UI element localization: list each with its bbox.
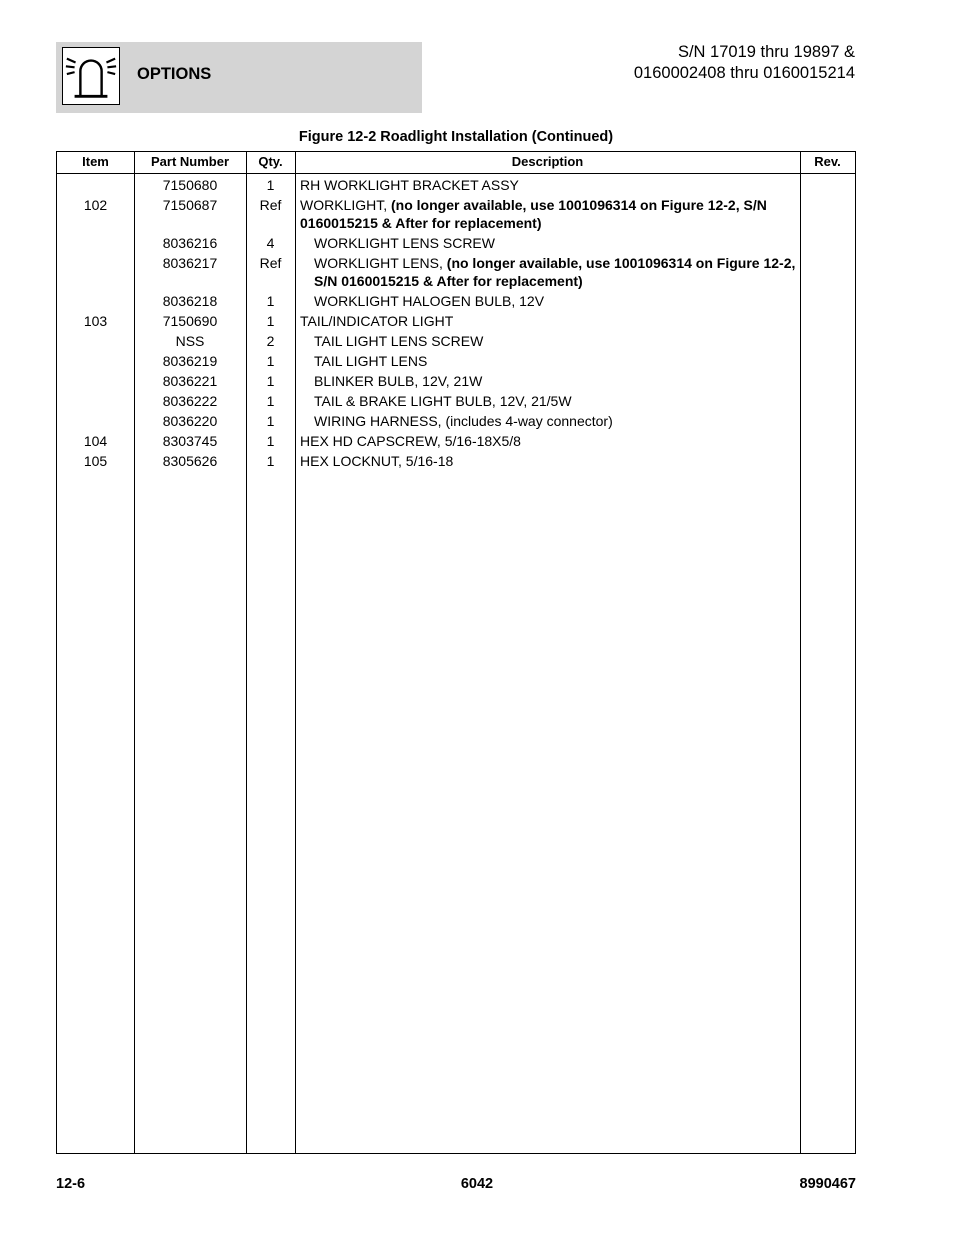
figure-title: Figure 12-2 Roadlight Installation (Continued): [298, 129, 614, 145]
parts-table: [56, 151, 856, 1154]
part-number-cell: 8036219: [162, 353, 218, 369]
table-row: [57, 431, 855, 451]
document-number: 8990467: [799, 1176, 856, 1192]
part-number-cell: 8036221: [162, 373, 218, 389]
table-row: [57, 451, 855, 471]
qty-cell: 1: [266, 177, 275, 193]
description-text: WORKLIGHT,: [300, 197, 392, 213]
serial-line-1: S/N 17019 thru 19897 &: [677, 43, 855, 61]
description-note: (no longer available, use 1001096314 on Figure 12-2, S/N 0160015215 & After for replacement): [300, 197, 767, 231]
description-text: HEX HD CAPSCREW, 5/16-18X5/8: [300, 433, 521, 449]
description-cell: [300, 372, 814, 390]
description-text: TAIL LIGHT LENS: [314, 353, 428, 369]
qty-cell: 4: [266, 235, 275, 251]
part-number-cell: 8036216: [162, 235, 218, 251]
description-cell: [300, 234, 814, 252]
part-number-cell: 8036218: [162, 293, 218, 309]
column-header-qty: Qty.: [258, 154, 283, 169]
description-cell: [300, 312, 800, 330]
column-header-rev: Rev.: [814, 154, 841, 169]
column-header-description: Description: [511, 154, 584, 169]
qty-cell: 1: [266, 293, 275, 309]
part-number-cell: 8305626: [162, 453, 218, 469]
page-number: 12-6: [56, 1176, 86, 1192]
description-text: TAIL LIGHT LENS SCREW: [314, 333, 484, 349]
section-title: OPTIONS: [137, 65, 212, 83]
qty-cell: 1: [266, 373, 275, 389]
qty-cell: 1: [266, 393, 275, 409]
table-row: [57, 311, 855, 331]
description-text: HEX LOCKNUT, 5/16-18: [300, 453, 454, 469]
description-text: TAIL/INDICATOR LIGHT: [300, 313, 454, 329]
table-row: [57, 291, 855, 311]
description-cell: [300, 196, 800, 232]
description-cell: [300, 392, 814, 410]
description-text: TAIL & BRAKE LIGHT BULB, 12V, 21/5W: [314, 393, 572, 409]
part-number-cell: 7150690: [162, 313, 218, 329]
part-number-cell: NSS: [175, 333, 205, 349]
table-row: [57, 351, 855, 371]
qty-cell: 1: [266, 353, 275, 369]
qty-cell: 1: [266, 413, 275, 429]
description-cell: [300, 412, 814, 430]
description-cell: [300, 292, 814, 310]
table-row: [57, 253, 855, 291]
description-text: WORKLIGHT LENS SCREW: [314, 235, 495, 251]
serial-number-range: [634, 42, 855, 84]
table-row: [57, 391, 855, 411]
serial-line-2: 0160002408 thru 0160015214: [633, 64, 855, 82]
description-text: WORKLIGHT LENS,: [314, 255, 447, 271]
description-cell: [300, 176, 800, 194]
table-row: [57, 371, 855, 391]
table-row: [57, 175, 855, 195]
qty-cell: Ref: [259, 255, 282, 271]
qty-cell: 1: [266, 313, 275, 329]
part-number-cell: 8036217: [162, 255, 218, 271]
item-cell: 102: [83, 197, 108, 213]
table-row: [57, 233, 855, 253]
roadlight-beacon-icon: [62, 47, 120, 105]
description-text: WORKLIGHT HALOGEN BULB, 12V: [314, 293, 545, 309]
column-header-item: Item: [82, 154, 109, 169]
description-text: BLINKER BULB, 12V, 21W: [314, 373, 483, 389]
table-row: [57, 195, 855, 233]
table-row: [57, 331, 855, 351]
description-cell: [300, 254, 814, 290]
description-cell: [300, 432, 800, 450]
qty-cell: 2: [266, 333, 275, 349]
part-number-cell: 8036220: [162, 413, 218, 429]
qty-cell: 1: [266, 453, 275, 469]
description-cell: [300, 332, 814, 350]
column-header-part-number: Part Number: [150, 154, 230, 169]
description-text: RH WORKLIGHT BRACKET ASSY: [300, 177, 519, 193]
item-cell: 103: [83, 313, 108, 329]
description-note: (no longer available, use 1001096314 on Figure 12-2, S/N 0160015215 & After for replacement): [314, 255, 796, 289]
qty-cell: 1: [266, 433, 275, 449]
description-text: WIRING HARNESS, (includes 4-way connector): [314, 413, 613, 429]
table-body: [57, 175, 855, 471]
header-divider: [57, 173, 855, 174]
part-number-cell: 8036222: [162, 393, 218, 409]
item-cell: 104: [83, 433, 108, 449]
part-number-cell: 8303745: [162, 433, 218, 449]
part-number-cell: 7150687: [162, 197, 218, 213]
part-number-cell: 7150680: [162, 177, 218, 193]
description-cell: [300, 452, 800, 470]
item-cell: 105: [83, 453, 108, 469]
description-cell: [300, 352, 814, 370]
table-row: [57, 411, 855, 431]
qty-cell: Ref: [259, 197, 282, 213]
model-number: 6042: [460, 1176, 494, 1192]
